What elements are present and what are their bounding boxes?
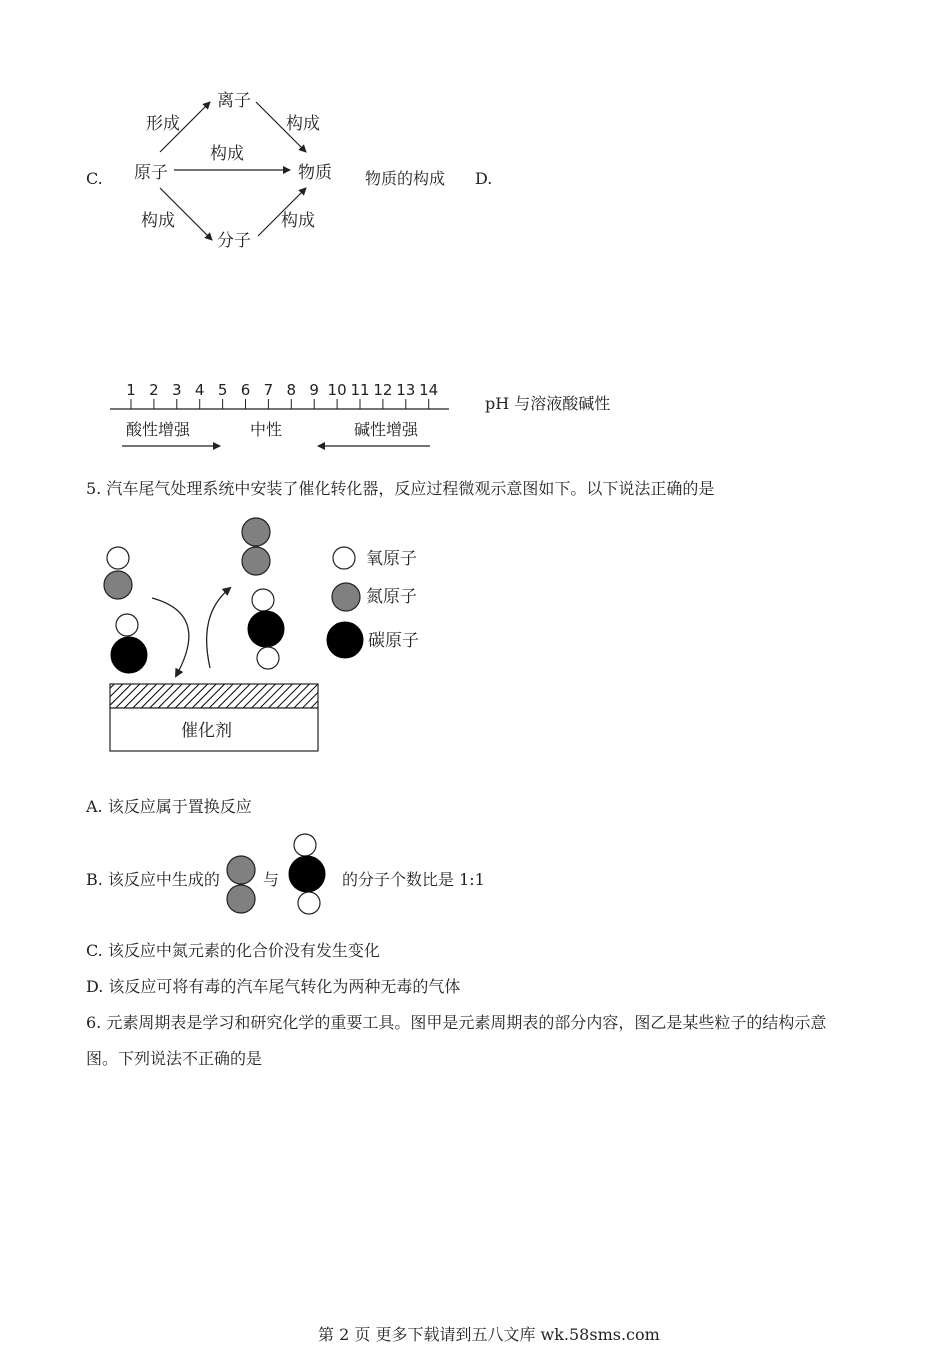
edge-label-atom-molecule: 构成	[141, 211, 175, 231]
ph-basic-label: 碱性增强	[354, 420, 419, 439]
edge-label-molecule-substance: 构成	[281, 211, 315, 231]
ph-tick-label: 8	[286, 381, 297, 399]
catalyst-label: 催化剂	[181, 721, 232, 741]
option-b-n2-atom-2	[227, 885, 255, 913]
ph-tick-label: 6	[240, 381, 251, 399]
option-b-co2-carbon	[289, 856, 325, 892]
ph-tick-label: 10	[327, 381, 347, 399]
ph-tick-label: 13	[396, 381, 416, 399]
ph-acidic-label: 酸性增强	[126, 420, 191, 439]
ph-tick-label: 7	[263, 381, 274, 399]
q5-stem: 5. 汽车尾气处理系统中安装了催化转化器，反应过程微观示意图如下。以下说法正确的是	[86, 479, 715, 498]
option-d-label: D.	[475, 169, 493, 188]
node-molecule: 分子	[217, 231, 251, 251]
node-substance: 物质	[298, 163, 332, 183]
option-b-co2-oxygen-2	[298, 892, 320, 914]
q5-option-d: D. 该反应可将有毒的汽车尾气转化为两种无毒的气体	[86, 977, 461, 996]
legend-nitrogen-label: 氮原子	[366, 587, 417, 607]
ph-tick-label: 12	[373, 381, 393, 399]
ph-tick-label: 3	[172, 381, 182, 399]
ph-tick-label: 14	[419, 381, 439, 399]
q5-option-c: C. 该反应中氮元素的化合价没有发生变化	[86, 941, 380, 960]
legend-carbon-label: 碳原子	[368, 631, 419, 651]
ph-tick-label: 5	[217, 381, 228, 399]
edge-label-forms: 形成	[146, 114, 180, 134]
option-b-co2-oxygen-1	[294, 834, 316, 856]
node-ion: 离子	[217, 91, 251, 111]
option-d-caption: pH 与溶液酸碱性	[485, 394, 611, 413]
edge-label-atom-substance: 构成	[210, 144, 244, 164]
q6-line-2: 图。下列说法不正确的是	[86, 1049, 263, 1068]
q5-option-b-pre: B. 该反应中生成的	[86, 870, 220, 889]
ph-neutral-label: 中性	[250, 420, 283, 439]
page-footer: 第 2 页 更多下载请到五八文库 wk.58sms.com	[318, 1325, 660, 1344]
option-b-n2-atom-1	[227, 856, 255, 884]
q5-option-a: A. 该反应属于置换反应	[86, 797, 252, 816]
q5-option-b-post: 的分子个数比是 1:1	[342, 870, 485, 889]
ph-tick-label: 4	[194, 381, 205, 399]
legend-oxygen-label: 氧原子	[366, 549, 417, 569]
q6-line-1: 6. 元素周期表是学习和研究化学的重要工具。图甲是元素周期表的部分内容，图乙是某些粒子的结构示意	[86, 1013, 827, 1032]
ph-tick-label: 1	[126, 381, 136, 399]
option-c-label: C.	[86, 169, 103, 188]
edge-label-ion-substance: 构成	[286, 114, 320, 134]
ph-tick-label: 11	[350, 381, 370, 399]
ph-tick-label: 9	[309, 381, 319, 399]
node-atom: 原子	[134, 163, 168, 183]
ph-tick-label: 2	[149, 381, 159, 399]
q5-option-b-mid: 与	[263, 870, 280, 889]
option-c-caption: 物质的构成	[365, 169, 446, 188]
